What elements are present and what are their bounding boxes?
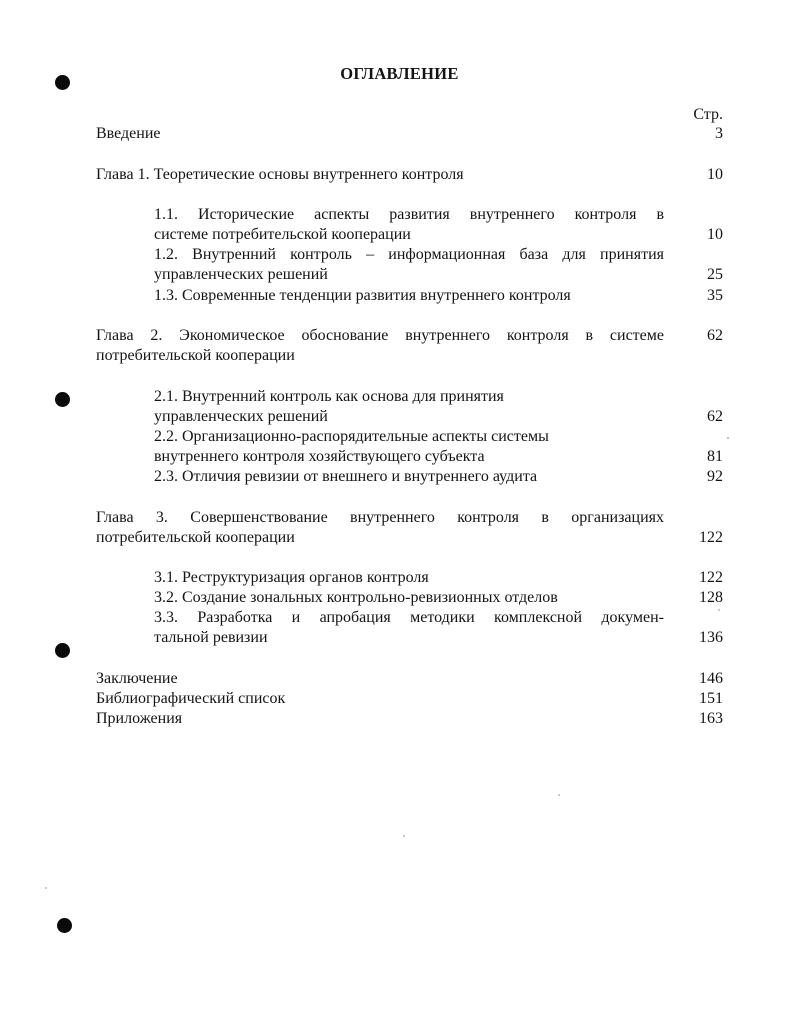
toc-heading: ОГЛАВЛЕНИЕ: [340, 64, 459, 83]
toc-page-2-3: 92: [707, 468, 723, 485]
toc-page-chapter-3: 122: [699, 529, 723, 546]
toc-page-3-2: 128: [699, 589, 723, 606]
toc-page-1-2: 25: [707, 266, 723, 283]
punch-hole: [55, 643, 70, 658]
scan-speck: [45, 887, 47, 889]
toc-entry-conclusion: Заключение: [96, 670, 178, 687]
toc-entry-chapter-3-cont: потребительской кооперации: [96, 529, 295, 546]
toc-entry-2-3: 2.3. Отличия ревизии от внешнего и внутреннего аудита: [154, 468, 538, 485]
toc-page-1-1: 10: [707, 226, 723, 243]
toc-entry-bibliography: Библиографический список: [96, 690, 286, 707]
toc-entry-appendices: Приложения: [96, 710, 183, 727]
scan-speck: [403, 835, 405, 837]
toc-entry-2-2: 2.2. Организационно-распорядительные аспекты системы: [154, 428, 549, 445]
toc-page-chapter-2: 62: [707, 327, 723, 344]
toc-entry-1-1-cont: системе потребительской кооперации: [154, 226, 411, 243]
punch-hole: [57, 918, 72, 933]
toc-entry-chapter-1: Глава 1. Теоретические основы внутреннего контроля: [96, 166, 464, 183]
toc-entry-3-1: 3.1. Реструктуризация органов контроля: [154, 569, 429, 586]
toc-entry-3-3: 3.3. Разработка и апробация методики комплексной докумен-: [154, 609, 664, 626]
toc-page-3-1: 122: [699, 569, 723, 586]
toc-entry-2-1-cont: управленческих решений: [154, 408, 328, 425]
toc-entry-chapter-2-cont: потребительской кооперации: [96, 347, 295, 364]
toc-entry-3-2: 3.2. Создание зональных контрольно-ревизионных отделов: [154, 589, 558, 606]
toc-page-chapter-1: 10: [707, 166, 723, 183]
toc-page-1-3: 35: [707, 287, 723, 304]
punch-hole: [55, 392, 70, 407]
toc-page-bibliography: 151: [699, 690, 723, 707]
toc-page-2-2: 81: [707, 448, 723, 465]
toc-page-appendices: 163: [699, 710, 723, 727]
toc-page-intro: 3: [715, 125, 723, 142]
toc-entry-1-2-cont: управленческих решений: [154, 266, 328, 283]
scan-speck: [558, 794, 560, 796]
toc-entry-chapter-2: Глава 2. Экономическое обоснование внутреннего контроля в системе: [96, 327, 664, 344]
scan-speck: [718, 609, 720, 611]
page-column-label: Стр.: [693, 106, 723, 123]
toc-entry-chapter-3: Глава 3. Совершенствование внутреннего контроля в организациях: [96, 509, 664, 526]
toc-page-2-1: 62: [707, 408, 723, 425]
toc-entry-1-3: 1.3. Современные тенденции развития внутреннего контроля: [154, 287, 571, 304]
toc-page-3-3: 136: [699, 629, 723, 646]
toc-entry-1-2: 1.2. Внутренний контроль – информационная база для принятия: [154, 246, 664, 263]
toc-entry-1-1: 1.1. Исторические аспекты развития внутреннего контроля в: [154, 206, 664, 223]
toc-entry-2-1: 2.1. Внутренний контроль как основа для принятия: [154, 388, 504, 405]
toc-entry-intro: Введение: [96, 125, 161, 142]
toc-entry-2-2-cont: внутреннего контроля хозяйствующего субъекта: [154, 448, 485, 465]
scan-speck: [727, 437, 729, 439]
toc-entry-3-3-cont: тальной ревизии: [154, 629, 268, 646]
toc-page-conclusion: 146: [699, 670, 723, 687]
